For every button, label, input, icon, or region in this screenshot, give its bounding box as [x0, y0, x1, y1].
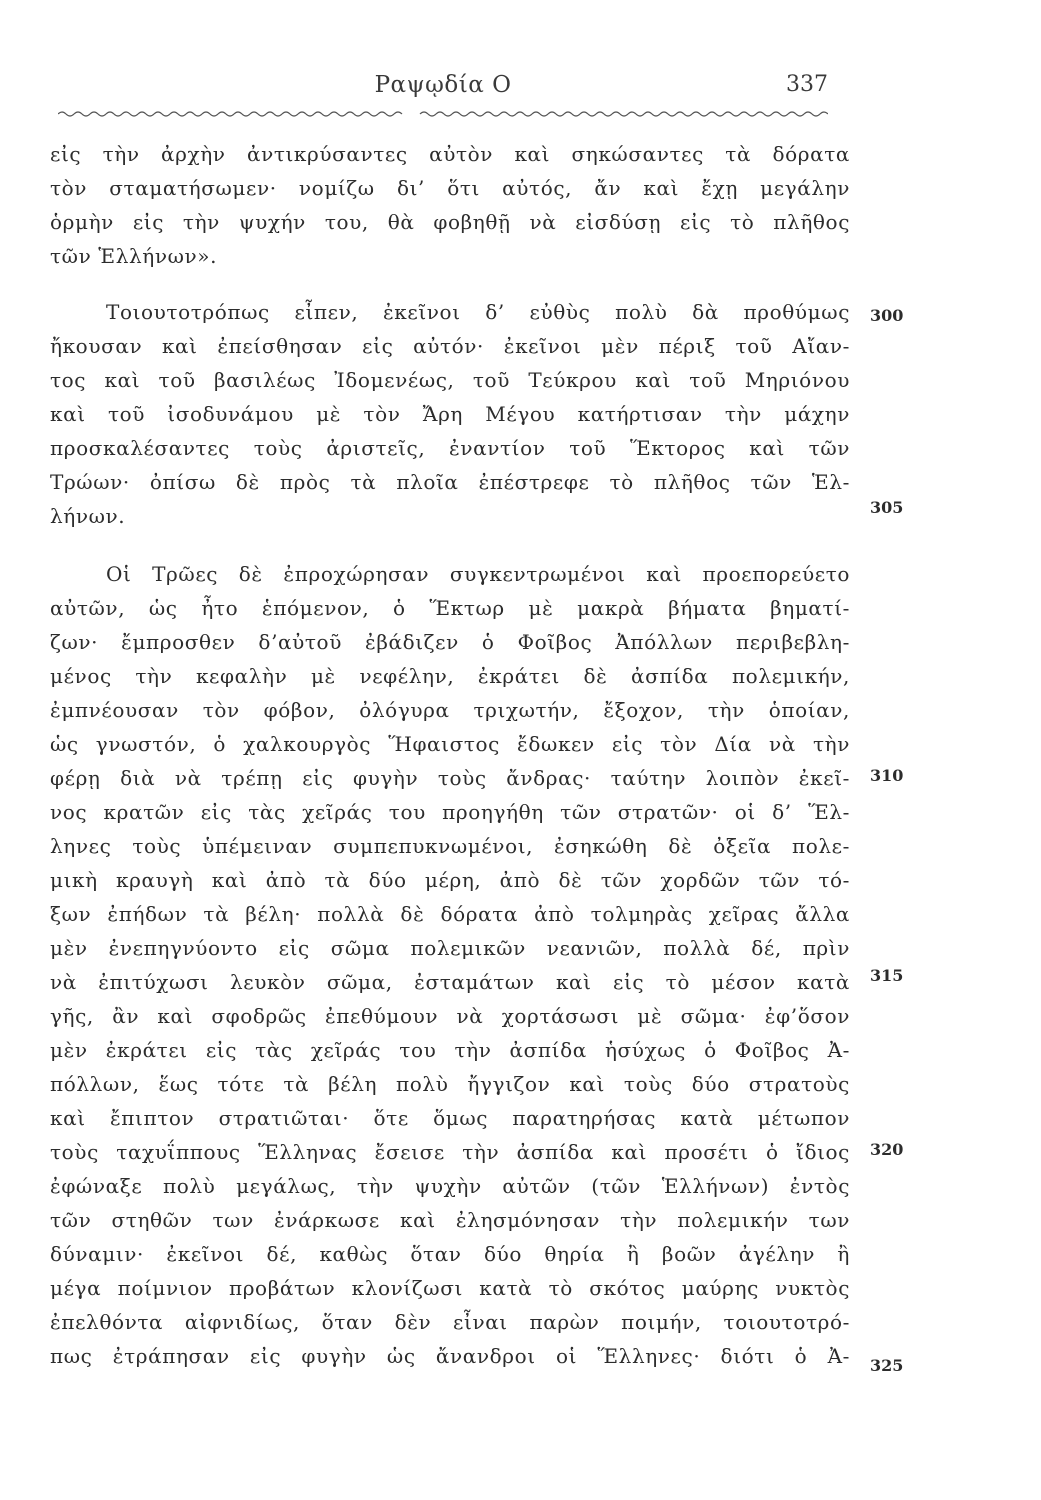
page-number: 337: [786, 72, 828, 97]
text-line: λήνων.: [50, 504, 126, 528]
text-line: ἤκουσαν καὶ ἐπείσθησαν εἰς αὐτόν· ἐκεῖνοι μὲν πέριξ τοῦ Αἴαν-: [50, 334, 850, 358]
text-line: νὰ ἐπιτύχωσι λευκὸν σῶμα, ἐσταμάτων καὶ εἰς τὸ μέσον κατὰ: [50, 970, 850, 994]
text-line: Οἱ Τρῶες δὲ ἐπροχώρησαν συγκεντρωμένοι καὶ προεπορεύετο: [106, 562, 850, 586]
running-head: [58, 72, 828, 106]
text-line: τῶν Ἑλλήνων».: [50, 244, 218, 268]
text-line: τῶν στηθῶν των ἐνάρκωσε καὶ ἐλησμόνησαν τὴν πολεμικήν των: [50, 1208, 850, 1232]
text-line: ἐμπνέουσαν τὸν φόβον, ὀλόγυρα τριχωτήν, ἔξοχον, τὴν ὁποίαν,: [50, 698, 850, 722]
text-line: Τοιουτοτρόπως εἶπεν, ἐκεῖνοι δ’ εὐθὺς πολὺ δὰ προθύμως: [106, 300, 850, 324]
text-line: καὶ ἔπιπτον στρατιῶται· ὅτε ὅμως παρατηρήσας κατὰ μέτωπον: [50, 1106, 850, 1130]
text-line: αὐτῶν, ὡς ἦτο ἑπόμενον, ὁ Ἕκτωρ μὲ μακρὰ βήματα βηματί-: [50, 596, 850, 620]
header-wavy-rule: [58, 110, 828, 118]
line-number: 300: [870, 306, 904, 325]
text-line: ὁρμὴν εἰς τὴν ψυχήν του, θὰ φοβηθῇ νὰ εἰσδύσῃ εἰς τὸ πλῆθος: [50, 210, 850, 234]
text-line: πως ἐτράπησαν εἰς φυγὴν ὡς ἄνανδροι οἱ Ἕλληνες· διότι ὁ Ἀ-: [50, 1344, 850, 1368]
line-number: 315: [870, 966, 904, 985]
text-line: ξων ἐπήδων τὰ βέλη· πολλὰ δὲ δόρατα ἀπὸ τολμηρὰς χεῖρας ἄλλα: [50, 902, 850, 926]
text-line: Τρώων· ὀπίσω δὲ πρὸς τὰ πλοῖα ἐπέστρεφε τὸ πλῆθος τῶν Ἑλ-: [50, 470, 850, 494]
text-line: μικὴ κραυγὴ καὶ ἀπὸ τὰ δύο μέρη, ἀπὸ δὲ τῶν χορδῶν τῶν τό-: [50, 868, 850, 892]
line-number: 325: [870, 1356, 904, 1375]
text-line: γῆς, ἂν καὶ σφοδρῶς ἐπεθύμουν νὰ χορτάσωσι μὲ σῶμα· ἐφ’ὅσον: [50, 1004, 850, 1028]
text-line: δύναμιν· ἐκεῖνοι δέ, καθὼς ὅταν δύο θηρία ἢ βοῶν ἀγέλην ἢ: [50, 1242, 850, 1266]
chapter-title: Ραψῳδία Ο: [374, 72, 512, 98]
line-number: 320: [870, 1140, 904, 1159]
text-line: μὲν ἐκράτει εἰς τὰς χεῖράς του τὴν ἀσπίδα ἡσύχως ὁ Φοῖβος Ἀ-: [50, 1038, 850, 1062]
text-line: προσκαλέσαντες τοὺς ἀριστεῖς, ἐναντίον τοῦ Ἕκτορος καὶ τῶν: [50, 436, 850, 460]
text-line: εἰς τὴν ἀρχὴν ἀντικρύσαντες αὐτὸν καὶ σηκώσαντες τὰ δόρατα: [50, 142, 850, 166]
text-line: νος κρατῶν εἰς τὰς χεῖράς του προηγήθη τῶν στρατῶν· οἱ δ’ Ἕλ-: [50, 800, 850, 824]
text-line: μέγα ποίμνιον προβάτων κλονίζωσι κατὰ τὸ σκότος μαύρης νυκτὸς: [50, 1276, 850, 1300]
text-line: μένος τὴν κεφαλὴν μὲ νεφέλην, ἐκράτει δὲ ἀσπίδα πολεμικήν,: [50, 664, 850, 688]
text-line: τοὺς ταχυΐππους Ἕλληνας ἔσεισε τὴν ἀσπίδα καὶ προσέτι ὁ ἴδιος: [50, 1140, 850, 1164]
text-line: ληνες τοὺς ὑπέμειναν συμπεπυκνωμένοι, ἐσηκώθη δὲ ὀξεῖα πολε-: [50, 834, 850, 858]
line-number: 310: [870, 766, 904, 785]
text-line: τος καὶ τοῦ βασιλέως Ἰδομενέως, τοῦ Τεύκρου καὶ τοῦ Μηριόνου: [50, 368, 850, 392]
text-line: ζων· ἔμπροσθεν δ’αὐτοῦ ἐβάδιζεν ὁ Φοῖβος Ἀπόλλων περιβεβλη-: [50, 630, 850, 654]
text-line: φέρῃ διὰ νὰ τρέπῃ εἰς φυγὴν τοὺς ἄνδρας· ταύτην λοιπὸν ἐκεῖ-: [50, 766, 850, 790]
text-line: μὲν ἐνεπηγνύοντο εἰς σῶμα πολεμικῶν νεανιῶν, πολλὰ δέ, πρὶν: [50, 936, 850, 960]
line-number: 305: [870, 498, 904, 517]
text-line: ὡς γνωστόν, ὁ χαλκουργὸς Ἥφαιστος ἔδωκεν εἰς τὸν Δία νὰ τὴν: [50, 732, 850, 756]
text-line: ἐφώναξε πολὺ μεγάλως, τὴν ψυχὴν αὐτῶν (τῶν Ἑλλήνων) ἐντὸς: [50, 1174, 850, 1198]
text-line: ἐπελθόντα αἰφνιδίως, ὅταν δὲν εἶναι παρὼν ποιμήν, τοιουτοτρό-: [50, 1310, 850, 1334]
text-line: τὸν σταματήσωμεν· νομίζω δι’ ὅτι αὐτός, ἄν καὶ ἔχῃ μεγάλην: [50, 176, 850, 200]
text-line: πόλλων, ἕως τότε τὰ βέλη πολὺ ἤγγιζον καὶ τοὺς δύο στρατοὺς: [50, 1072, 850, 1096]
text-line: καὶ τοῦ ἰσοδυνάμου μὲ τὸν Ἄρη Μέγου κατήρτισαν τὴν μάχην: [50, 402, 850, 426]
